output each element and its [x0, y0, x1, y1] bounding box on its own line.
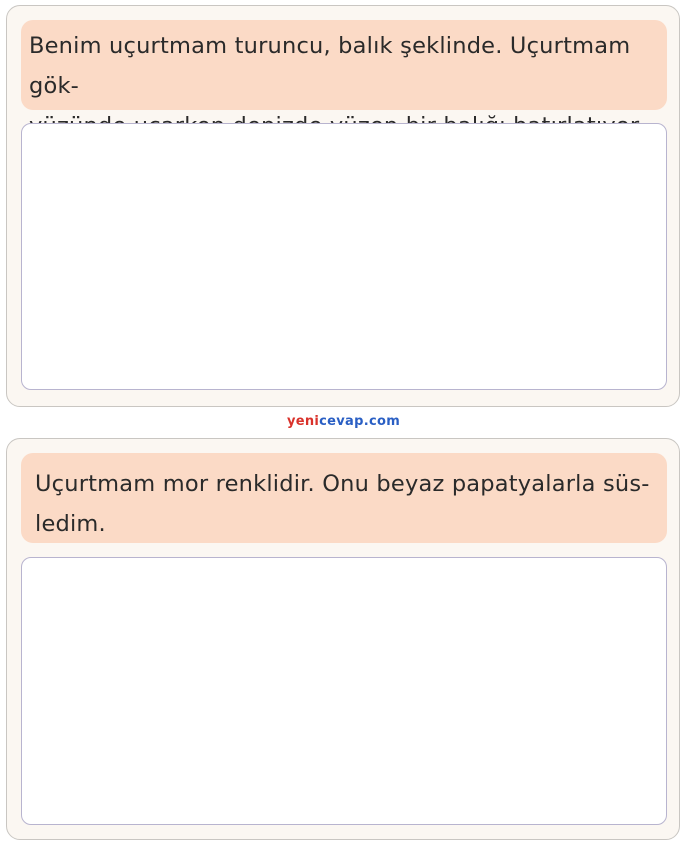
- exercise-card-2: [6, 438, 680, 840]
- prompt-text-line: ledim.: [35, 511, 106, 537]
- watermark-part-blue: cevap.com: [319, 414, 401, 429]
- exercise-card-1: [6, 5, 680, 407]
- watermark-part-red: yeni: [286, 414, 320, 429]
- prompt-box-2: [21, 453, 667, 543]
- prompt-text-line: Uçurtmam mor renklidir. Onu beyaz papatyalarla süs-: [35, 471, 650, 497]
- drawing-answer-box-1[interactable]: [21, 123, 667, 390]
- prompt-text-line: Benim uçurtmam turuncu, balık şeklinde. Uçurtmam gök-: [29, 33, 631, 99]
- drawing-answer-box-2[interactable]: [21, 557, 667, 825]
- site-watermark: [0, 414, 687, 429]
- prompt-box-1: [21, 20, 667, 110]
